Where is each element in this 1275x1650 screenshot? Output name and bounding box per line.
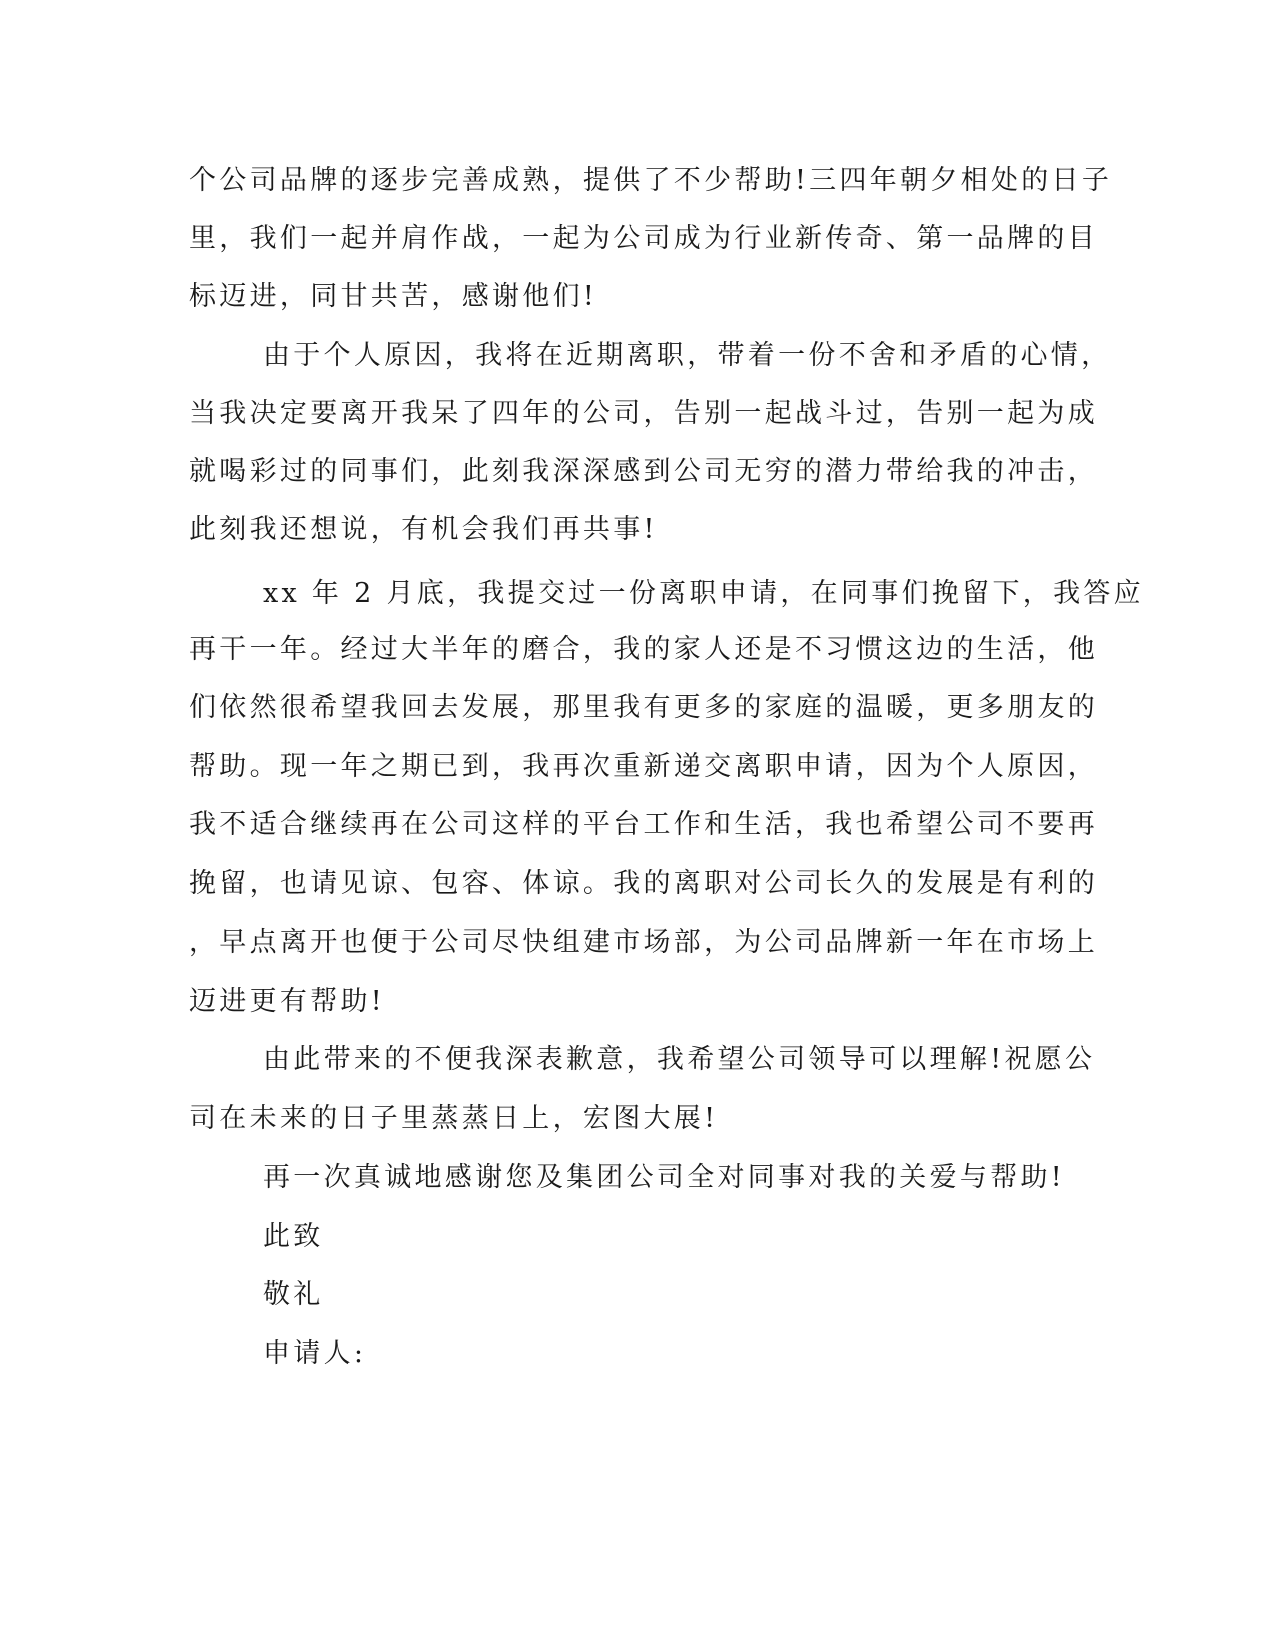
applicant-signature-label: 申请人:: [263, 1338, 367, 1369]
paragraph-line: 挽留，也请见谅、包容、体谅。我的离职对公司长久的发展是有利的: [189, 868, 1098, 899]
paragraph-line: 由此带来的不便我深表歉意，我希望公司领导可以理解!祝愿公: [263, 1044, 1096, 1075]
paragraph-line: 再干一年。经过大半年的磨合，我的家人还是不习惯这边的生活，他: [189, 634, 1098, 665]
paragraph-line: xx 年 2 月底，我提交过一份离职申请，在同事们挽留下，我答应: [263, 578, 1144, 609]
paragraph-line: 此刻我还想说，有机会我们再共事!: [189, 514, 658, 545]
paragraph-line: 再一次真诚地感谢您及集团公司全对同事对我的关爱与帮助!: [263, 1162, 1065, 1193]
paragraph-line: 就喝彩过的同事们，此刻我深深感到公司无穷的潜力带给我的冲击，: [189, 456, 1098, 487]
paragraph-line: 由于个人原因，我将在近期离职，带着一份不舍和矛盾的心情，: [263, 340, 1112, 371]
paragraph-line: 迈进更有帮助!: [189, 986, 385, 1017]
paragraph-line: 我不适合继续再在公司这样的平台工作和生活，我也希望公司不要再: [189, 809, 1098, 840]
paragraph-line: 司在未来的日子里蒸蒸日上，宏图大展!: [189, 1103, 719, 1134]
closing-salutation: 此致: [263, 1221, 324, 1252]
paragraph-line: 标迈进，同甘共苦，感谢他们!: [189, 281, 598, 312]
paragraph-line: 们依然很希望我回去发展，那里我有更多的家庭的温暖，更多朋友的: [189, 692, 1098, 723]
paragraph-line: 里，我们一起并肩作战，一起为公司成为行业新传奇、第一品牌的目: [189, 223, 1098, 254]
paragraph-line: 帮助。现一年之期已到，我再次重新递交离职申请，因为个人原因，: [189, 751, 1098, 782]
paragraph-line: 当我决定要离开我呆了四年的公司，告别一起战斗过，告别一起为成: [189, 398, 1098, 429]
paragraph-line: 个公司品牌的逐步完善成熟，提供了不少帮助!三四年朝夕相处的日子: [189, 165, 1113, 196]
closing-regards: 敬礼: [263, 1279, 324, 1310]
paragraph-line: ，早点离开也便于公司尽快组建市场部，为公司品牌新一年在市场上: [189, 927, 1098, 958]
